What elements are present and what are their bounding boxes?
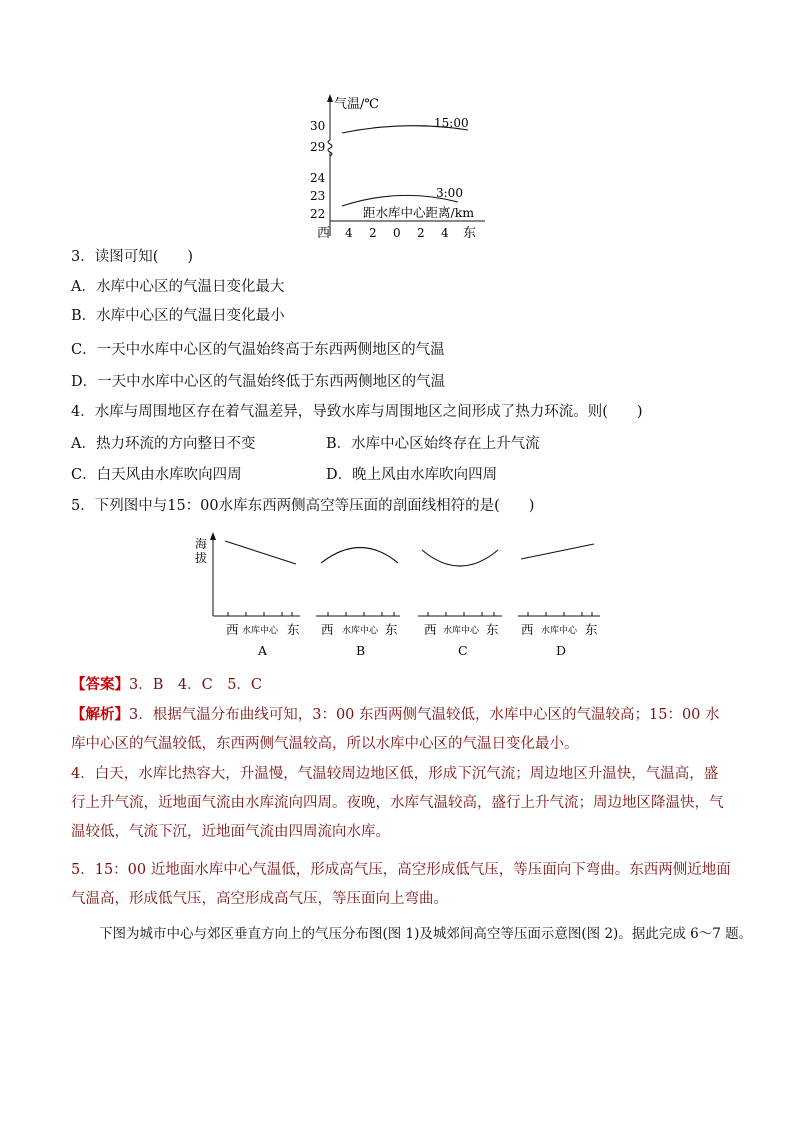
question-3-option-c: C．一天中水库中心区的气温始终高于东西两侧地区的气温 (71, 342, 445, 358)
curve-0300-label: 3:00 (436, 186, 463, 200)
panel-d-west: 西 (521, 622, 534, 637)
y-tick-30: 30 (310, 119, 326, 133)
profile-c-line (422, 550, 498, 566)
x-axis-label: 距水库中心距离/km (363, 205, 475, 220)
panel-a-west: 西 (226, 622, 239, 637)
panel-d-letter: D (556, 643, 567, 658)
question-4-option-d: D．晚上风由水库吹向四周 (326, 467, 498, 483)
analysis-text-1: 3．根据气温分布曲线可知，3：00 东西两侧气温较低，水库中心区的气温较高；15：00 水库中心区的气温较低，东西两侧气温较高，所以水库中心区的气温日变化最小。 (71, 707, 720, 752)
panel-d-east: 东 (585, 622, 598, 637)
panel-d-center: 水库中心 (541, 626, 578, 636)
profile-b-line (321, 548, 398, 564)
analysis-tag: 【解析】 (71, 706, 129, 723)
y-tick-24: 24 (310, 171, 326, 185)
curve-1500-label: 15:00 (434, 116, 469, 130)
question-4-option-a: A．热力环流的方向整日不变 (71, 436, 256, 452)
x-tick-2w: 2 (369, 226, 377, 240)
question-3-option-b: B．水库中心区的气温日变化最小 (71, 308, 285, 324)
question-5-stem: 5．下列图中与15：00水库东西两侧高空等压面的剖面线相符的是( ) (71, 498, 535, 514)
x-tick-0: 0 (393, 226, 401, 240)
panel-a-center: 水库中心 (242, 626, 279, 636)
altitude-axis-label-char: 拔 (195, 551, 208, 565)
analysis-paragraph-3: 5．15：00 近地面水库中心气温低，形成高气压，高空形成低气压，等压面向下弯曲。东西两侧近地面气温高，形成低气压，高空形成高气压，等压面向上弯曲。 (71, 862, 731, 907)
y-tick-23: 23 (310, 189, 326, 203)
profile-d-line (521, 544, 594, 559)
analysis-paragraph-1 (71, 700, 731, 759)
panel-b-east: 东 (385, 622, 398, 637)
x-tick-east: 东 (463, 226, 477, 241)
next-questions-intro: 下图为城市中心与郊区垂直方向上的气压分布图(图 1)及城郊间高空等压面示意图(图 2)。据此完成 6～7 题。 (99, 926, 753, 942)
x-tick-4w: 4 (345, 226, 353, 240)
question-3-option-d: D．一天中水库中心区的气温始终低于东西两侧地区的气温 (71, 374, 446, 390)
y-tick-22: 22 (310, 207, 326, 221)
temperature-distribution-figure (300, 90, 500, 242)
question-4-option-b: B．水库中心区始终存在上升气流 (326, 436, 540, 452)
answer-tag: 【答案】 (71, 676, 129, 693)
panel-b-letter: B (356, 643, 366, 658)
panel-c-center: 水库中心 (443, 626, 480, 636)
panel-a-letter: A (258, 643, 268, 658)
panel-c-west: 西 (424, 622, 437, 637)
question-4-option-c: C．白天风由水库吹向四周 (71, 467, 242, 483)
panel-a-east: 东 (287, 622, 300, 637)
answer-text: 3．B 4．C 5．C (129, 677, 263, 693)
question-4-stem: 4．水库与周围地区存在着气温差异，导致水库与周围地区之间形成了热力环流。则( ) (71, 404, 643, 420)
altitude-axis-label-char: 海 (195, 537, 208, 551)
x-tick-2e: 2 (417, 226, 425, 240)
isobar-profile-options-figure (188, 528, 608, 662)
y-tick-29: 29 (310, 140, 326, 154)
answer-line (71, 675, 262, 695)
panel-b-center: 水库中心 (342, 626, 379, 636)
panel-c-east: 东 (486, 622, 499, 637)
analysis-paragraph-2: 4．白天，水库比热容大，升温慢，气温较周边地区低，形成下沉气流；周边地区升温快，气温高，盛行上升气流，近地面气流由水库流向四周。夜晚，水库气温较高，盛行上升气流；周边地区降温快，气温较低，气流下沉，近地面气流由四周流向水库。 (71, 766, 724, 840)
profile-a-line (225, 541, 296, 564)
panel-b-west: 西 (321, 622, 334, 637)
question-3-stem: 3．读图可知( ) (71, 249, 194, 265)
y-axis-label: 气温/℃ (334, 97, 379, 112)
question-3-option-a: A．水库中心区的气温日变化最大 (71, 279, 285, 295)
altitude-axis-label (195, 537, 211, 565)
panel-c-letter: C (458, 643, 468, 658)
x-tick-4e: 4 (441, 226, 449, 240)
x-tick-west: 西 (317, 226, 331, 241)
